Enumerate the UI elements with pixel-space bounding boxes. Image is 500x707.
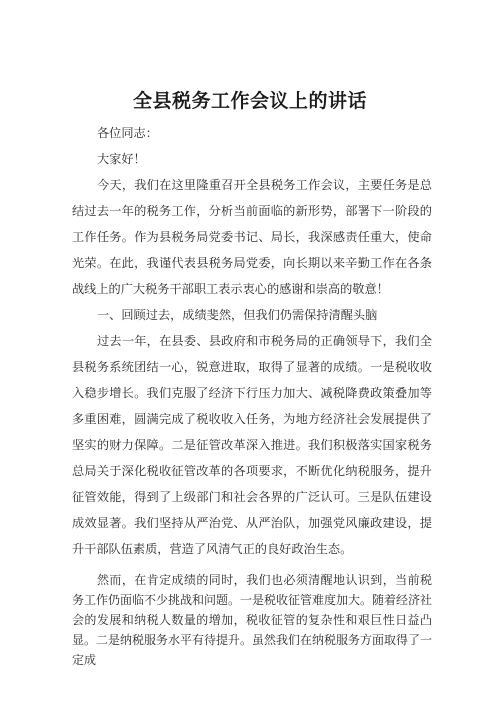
document-body bbox=[72, 120, 432, 682]
document-title: 全县税务工作会议上的讲话 bbox=[132, 90, 367, 112]
paragraph-intro: 今天，我们在这里隆重召开全县税务工作会议，主要任务是总结过去一年的税务工作，分析当前面临的新形势，部署下一阶段的工作任务。作为县税务局党委书记、局长，我深感责任重大，使命光荣。在此，我谨代表县税务局党委，向长期以来辛勤工作在各条战线上的广大税务干部职工表示衷心的感谢和崇高的敬意！ bbox=[72, 178, 432, 296]
paragraph-challenges: 然而，在肯定成绩的同时，我们也必须清醒地认识到，当前税务工作仍面临不少挑战和问题。一是税收征管难度加大。随着经济社会的发展和纳税人数量的增加，税收征管的复杂性和艰巨性日益凸显。二是纳税服务水平有待提升。虽然我们在纳税服务方面取得了一定成 bbox=[72, 573, 433, 667]
section-heading: 一、回顾过去，成绩斐然，但我们仍需保持清醒头脑 bbox=[97, 308, 378, 322]
greeting: 大家好！ bbox=[97, 152, 146, 166]
paragraph-review: 过去一年，在县委、县政府和市税务局的正确领导下，我们全县税务系统团结一心，锐意进取，取得了显著的成绩。一是税收收入稳步增长。我们克服了经济下行压力加大、减税降费政策叠加等多重困难，圆满完成了税收收入任务，为地方经济社会发展提供了坚实的财力保障。二是征管改革深入推进。我们积极落实国家税务总局关于深化税收征管改革的各项要求，不断优化纳税服务，提升征管效能，得到了上级部门和社会各界的广泛认可。三是队伍建设成效显著。我们坚持从严治党、从严治队，加强党风廉政建设，提升干部队伍素质，营造了风清气正的良好政治生态。 bbox=[72, 334, 432, 556]
salutation: 各位同志： bbox=[97, 126, 158, 140]
